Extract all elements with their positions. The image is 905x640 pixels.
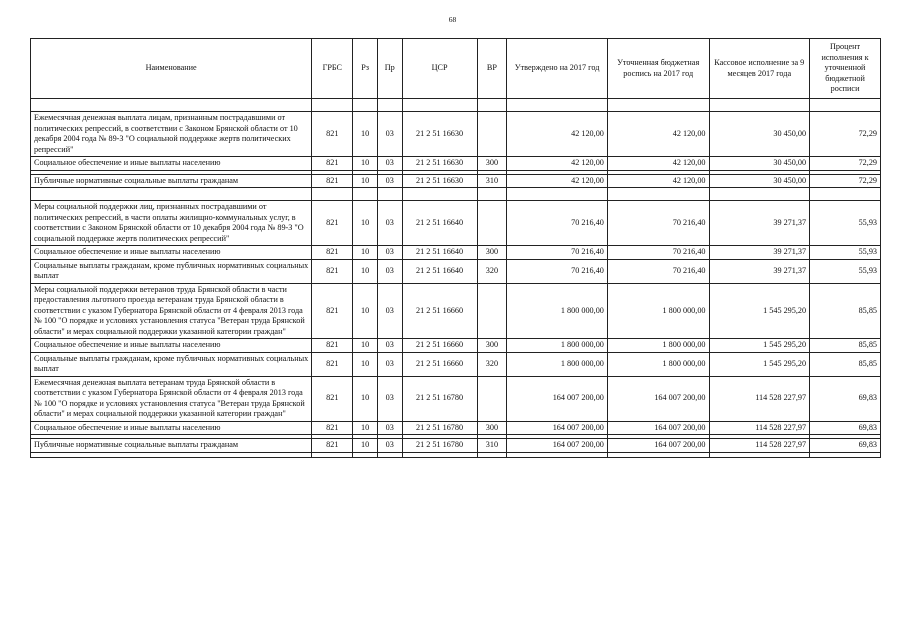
cell-rz: 10 (353, 112, 378, 157)
cell-refined: 164 007 200,00 (607, 439, 709, 453)
cell-pr: 03 (377, 174, 402, 188)
cell-vr: 310 (477, 174, 507, 188)
table-row (31, 112, 881, 157)
cell-vr (477, 283, 507, 339)
cell-percent: 72,29 (810, 174, 881, 188)
cell-approved: 164 007 200,00 (507, 421, 608, 435)
cell-approved: 70 216,40 (507, 201, 608, 246)
cell-rz: 10 (353, 352, 378, 376)
cell-name: Социальные выплаты гражданам, кроме публичных нормативных социальных выплат (31, 259, 312, 283)
table-row (31, 421, 881, 435)
cell-refined: 70 216,40 (607, 201, 709, 246)
cell-rz: 10 (353, 376, 378, 421)
table-row (31, 352, 881, 376)
table-row (31, 201, 881, 246)
cell-rz: 10 (353, 246, 378, 260)
cell-approved: 70 216,40 (507, 259, 608, 283)
cell-csr: 21 2 51 16780 (402, 421, 477, 435)
cell-grbs: 821 (312, 283, 353, 339)
cell-vr: 320 (477, 352, 507, 376)
column-header-vr: ВР (477, 39, 507, 99)
cell-cash: 30 450,00 (709, 157, 810, 171)
cell-percent: 69,83 (810, 421, 881, 435)
cell-approved: 164 007 200,00 (507, 439, 608, 453)
cell-pr: 03 (377, 246, 402, 260)
cell-approved: 1 800 000,00 (507, 283, 608, 339)
cell-vr: 310 (477, 439, 507, 453)
table-header-row (31, 39, 881, 99)
cell-refined: 42 120,00 (607, 174, 709, 188)
cell-grbs: 821 (312, 421, 353, 435)
cell-pr: 03 (377, 376, 402, 421)
cell-grbs: 821 (312, 174, 353, 188)
cell-csr: 21 2 51 16640 (402, 201, 477, 246)
cell-vr: 300 (477, 421, 507, 435)
cell-grbs: 821 (312, 376, 353, 421)
cell-rz: 10 (353, 283, 378, 339)
cell-vr: 300 (477, 339, 507, 353)
spacer-row (31, 99, 881, 112)
cell-pr: 03 (377, 421, 402, 435)
cell-cash: 39 271,37 (709, 246, 810, 260)
table-row (31, 339, 881, 353)
cell-name: Социальное обеспечение и иные выплаты населению (31, 157, 312, 171)
cell-rz: 10 (353, 157, 378, 171)
cell-percent: 69,83 (810, 376, 881, 421)
cell-rz: 10 (353, 174, 378, 188)
spacer-row (31, 452, 881, 457)
column-header-percent: Процент исполнения к уточненной бюджетной росписи (810, 39, 881, 99)
cell-grbs: 821 (312, 439, 353, 453)
cell-refined: 42 120,00 (607, 112, 709, 157)
cell-percent: 85,85 (810, 283, 881, 339)
cell-cash: 39 271,37 (709, 259, 810, 283)
cell-grbs: 821 (312, 112, 353, 157)
cell-percent: 55,93 (810, 259, 881, 283)
table-row (31, 439, 881, 453)
cell-pr: 03 (377, 259, 402, 283)
table-row (31, 259, 881, 283)
cell-csr: 21 2 51 16660 (402, 283, 477, 339)
cell-approved: 70 216,40 (507, 246, 608, 260)
cell-rz: 10 (353, 439, 378, 453)
cell-grbs: 821 (312, 339, 353, 353)
cell-percent: 85,85 (810, 339, 881, 353)
cell-name: Ежемесячная денежная выплата лицам, признанным пострадавшими от политических репрессий, в соответствии с Законом Брянской области от 10 декабря 2004 года № 89-З "О социальной поддержке жертв политических репрессий" (31, 112, 312, 157)
column-header-refined: Уточненная бюджетная роспись на 2017 год (607, 39, 709, 99)
cell-approved: 1 800 000,00 (507, 339, 608, 353)
cell-refined: 70 216,40 (607, 259, 709, 283)
cell-cash: 1 545 295,20 (709, 283, 810, 339)
cell-percent: 55,93 (810, 201, 881, 246)
cell-name: Меры социальной поддержки лиц, признанных пострадавшими от политических репрессий, в части оплаты жилищно-коммунальных услуг, в соответствии с Законом Брянской области от 10 декабря 2004 года № 89-З "О социальной поддержке жертв политических репрессий" (31, 201, 312, 246)
cell-approved: 42 120,00 (507, 174, 608, 188)
cell-pr: 03 (377, 201, 402, 246)
column-header-rz: Рз (353, 39, 378, 99)
cell-percent: 55,93 (810, 246, 881, 260)
cell-name: Социальное обеспечение и иные выплаты населению (31, 246, 312, 260)
cell-csr: 21 2 51 16630 (402, 112, 477, 157)
cell-percent: 69,83 (810, 439, 881, 453)
cell-pr: 03 (377, 157, 402, 171)
cell-name: Социальные выплаты гражданам, кроме публичных нормативных социальных выплат (31, 352, 312, 376)
table-row (31, 157, 881, 171)
cell-refined: 164 007 200,00 (607, 376, 709, 421)
cell-grbs: 821 (312, 259, 353, 283)
cell-cash: 1 545 295,20 (709, 352, 810, 376)
cell-rz: 10 (353, 421, 378, 435)
cell-refined: 1 800 000,00 (607, 339, 709, 353)
cell-refined: 1 800 000,00 (607, 283, 709, 339)
cell-csr: 21 2 51 16640 (402, 246, 477, 260)
cell-percent: 85,85 (810, 352, 881, 376)
page-number: 68 (448, 15, 457, 24)
cell-name: Меры социальной поддержки ветеранов труда Брянской области в части предоставления льготного проезда ветеранам труда Брянской области в соответствии с указом Губернатора Брянской области от 4 февраля 2013 года № 100 "О порядке и условиях установления статуса "Ветеран труда Брянской области" и мерах социальной поддержки указанной категории граждан" (31, 283, 312, 339)
cell-cash: 1 545 295,20 (709, 339, 810, 353)
cell-grbs: 821 (312, 157, 353, 171)
table-row (31, 283, 881, 339)
cell-vr: 320 (477, 259, 507, 283)
table-row (31, 246, 881, 260)
cell-vr (477, 376, 507, 421)
cell-cash: 114 528 227,97 (709, 376, 810, 421)
cell-vr: 300 (477, 246, 507, 260)
cell-vr (477, 201, 507, 246)
cell-name: Социальное обеспечение и иные выплаты населению (31, 421, 312, 435)
cell-rz: 10 (353, 339, 378, 353)
cell-cash: 114 528 227,97 (709, 421, 810, 435)
cell-csr: 21 2 51 16660 (402, 352, 477, 376)
cell-csr: 21 2 51 16630 (402, 174, 477, 188)
table-row (31, 174, 881, 188)
budget-table (30, 38, 881, 458)
cell-csr: 21 2 51 16640 (402, 259, 477, 283)
cell-pr: 03 (377, 439, 402, 453)
column-header-approved: Утверждено на 2017 год (507, 39, 608, 99)
column-header-csr: ЦСР (402, 39, 477, 99)
cell-refined: 42 120,00 (607, 157, 709, 171)
cell-csr: 21 2 51 16780 (402, 439, 477, 453)
cell-name: Ежемесячная денежная выплата ветеранам труда Брянской области в соответствии с указом Губернатора Брянской области от 4 февраля 2013 года № 100 "О порядке и условиях установления статуса "Ветеран труда Брянской области" и мерах социальной поддержки указанной категории граждан" (31, 376, 312, 421)
cell-rz: 10 (353, 259, 378, 283)
column-header-name: Наименование (31, 39, 312, 99)
column-header-cash: Кассовое исполнение за 9 месяцев 2017 года (709, 39, 810, 99)
cell-grbs: 821 (312, 352, 353, 376)
cell-pr: 03 (377, 112, 402, 157)
cell-pr: 03 (377, 283, 402, 339)
cell-csr: 21 2 51 16780 (402, 376, 477, 421)
table-row (31, 376, 881, 421)
cell-cash: 114 528 227,97 (709, 439, 810, 453)
cell-approved: 1 800 000,00 (507, 352, 608, 376)
cell-pr: 03 (377, 352, 402, 376)
cell-approved: 42 120,00 (507, 112, 608, 157)
cell-approved: 42 120,00 (507, 157, 608, 171)
cell-pr: 03 (377, 339, 402, 353)
cell-name: Социальное обеспечение и иные выплаты населению (31, 339, 312, 353)
cell-csr: 21 2 51 16630 (402, 157, 477, 171)
column-header-pr: Пр (377, 39, 402, 99)
cell-cash: 30 450,00 (709, 112, 810, 157)
cell-grbs: 821 (312, 246, 353, 260)
cell-refined: 1 800 000,00 (607, 352, 709, 376)
spacer-row (31, 188, 881, 201)
column-header-grbs: ГРБС (312, 39, 353, 99)
cell-refined: 164 007 200,00 (607, 421, 709, 435)
cell-cash: 39 271,37 (709, 201, 810, 246)
cell-name: Публичные нормативные социальные выплаты гражданам (31, 439, 312, 453)
cell-refined: 70 216,40 (607, 246, 709, 260)
cell-rz: 10 (353, 201, 378, 246)
cell-vr (477, 112, 507, 157)
cell-vr: 300 (477, 157, 507, 171)
cell-cash: 30 450,00 (709, 174, 810, 188)
cell-percent: 72,29 (810, 112, 881, 157)
cell-grbs: 821 (312, 201, 353, 246)
cell-percent: 72,29 (810, 157, 881, 171)
cell-csr: 21 2 51 16660 (402, 339, 477, 353)
cell-name: Публичные нормативные социальные выплаты гражданам (31, 174, 312, 188)
cell-approved: 164 007 200,00 (507, 376, 608, 421)
